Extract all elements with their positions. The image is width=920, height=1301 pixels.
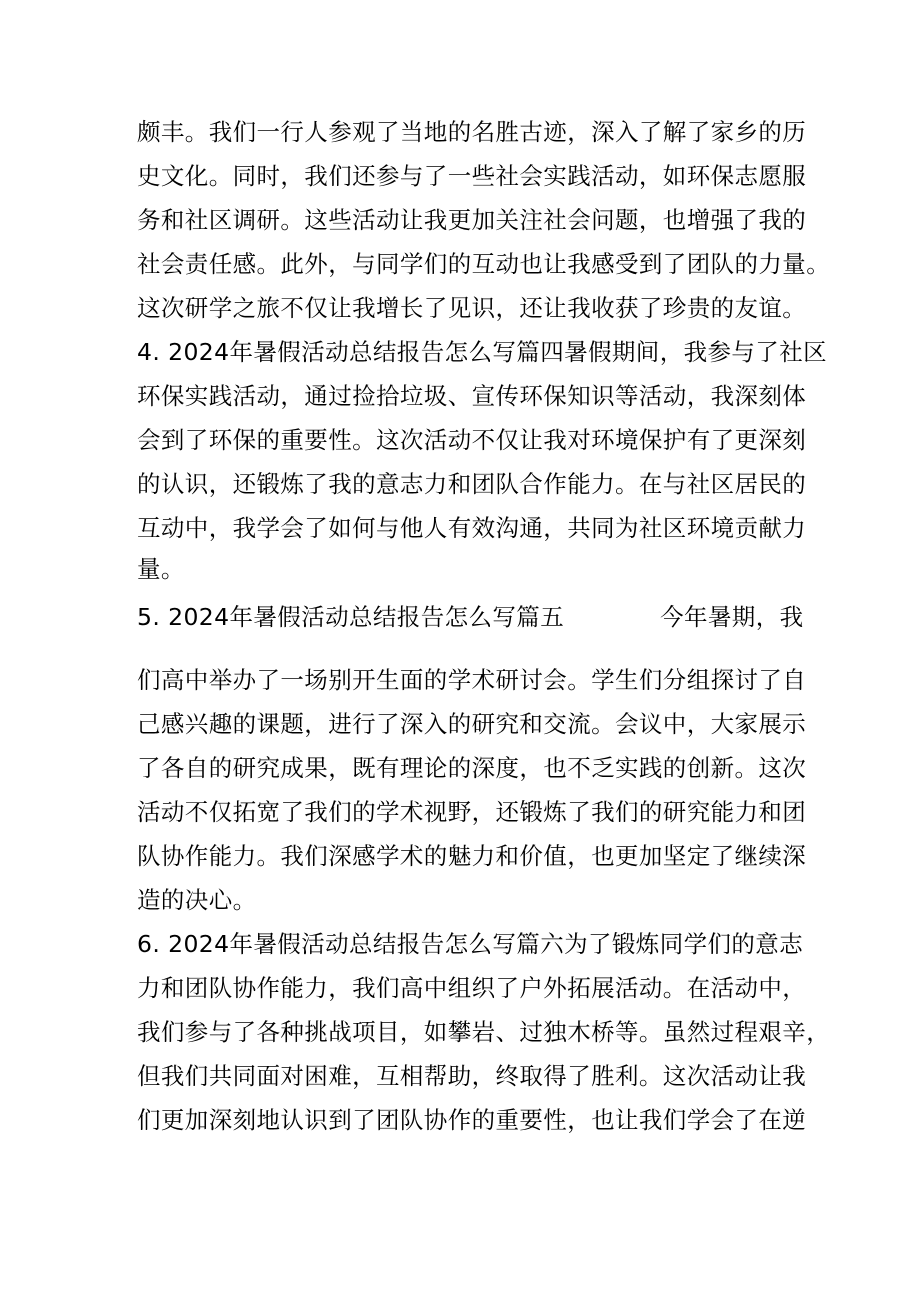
text-line: 我们参与了各种挑战项目，如攀岩、过独木桥等。虽然过程艰辛， [137,1018,831,1046]
section-5-heading-line [137,601,804,633]
text-line: 社会责任感。此外，与同学们的互动也让我感受到了团队的力量。 [137,250,831,278]
section-6-heading-line: 6. 2024年暑假活动总结报告怎么写篇六为了锻炼同学们的意志 [137,930,804,958]
text-line: 这次研学之旅不仅让我增长了见识，还让我收获了珍贵的友谊。 [137,294,807,322]
text-line: 了各自的研究成果，既有理论的深度，也不乏实践的创新。这次 [137,754,807,782]
text-line: 务和社区调研。这些活动让我更加关注社会问题，也增强了我的 [137,206,807,234]
text-line: 互动中，我学会了如何与他人有效沟通，共同为社区环境贡献力 [137,514,807,542]
text-line: 的认识，还锻炼了我的意志力和团队合作能力。在与社区居民的 [137,470,807,498]
text-line: 力和团队协作能力，我们高中组织了户外拓展活动。在活动中， [137,974,807,1002]
text-line: 们更加深刻地认识到了团队协作的重要性，也让我们学会了在逆 [137,1106,807,1134]
text-line: 己感兴趣的课题，进行了深入的研究和交流。会议中，大家展示 [137,710,807,738]
text-line: 会到了环保的重要性。这次活动不仅让我对环境保护有了更深刻 [137,426,807,454]
text-line: 造的决心。 [137,886,257,914]
text-line: 队协作能力。我们深感学术的魅力和价值，也更加坚定了继续深 [137,842,807,870]
text-line: 但我们共同面对困难，互相帮助，终取得了胜利。这次活动让我 [137,1062,807,1090]
section-4-heading-line: 4. 2024年暑假活动总结报告怎么写篇四暑假期间，我参与了社区 [137,338,827,366]
text-line: 颇丰。我们一行人参观了当地的名胜古迹，深入了解了家乡的历 [137,118,807,146]
text-line: 环保实践活动，通过捡拾垃圾、宣传环保知识等活动，我深刻体 [137,382,807,410]
section-5-heading-tail: 今年暑期，我 [660,603,804,631]
text-line: 量。 [137,555,185,583]
section-5-heading: 5. 2024年暑假活动总结报告怎么写篇五 [137,603,565,631]
text-line: 活动不仅拓宽了我们的学术视野，还锻炼了我们的研究能力和团 [137,798,807,826]
text-line: 们高中举办了一场别开生面的学术研讨会。学生们分组探讨了自 [137,666,807,694]
text-line: 史文化。同时，我们还参与了一些社会实践活动，如环保志愿服 [137,162,807,190]
